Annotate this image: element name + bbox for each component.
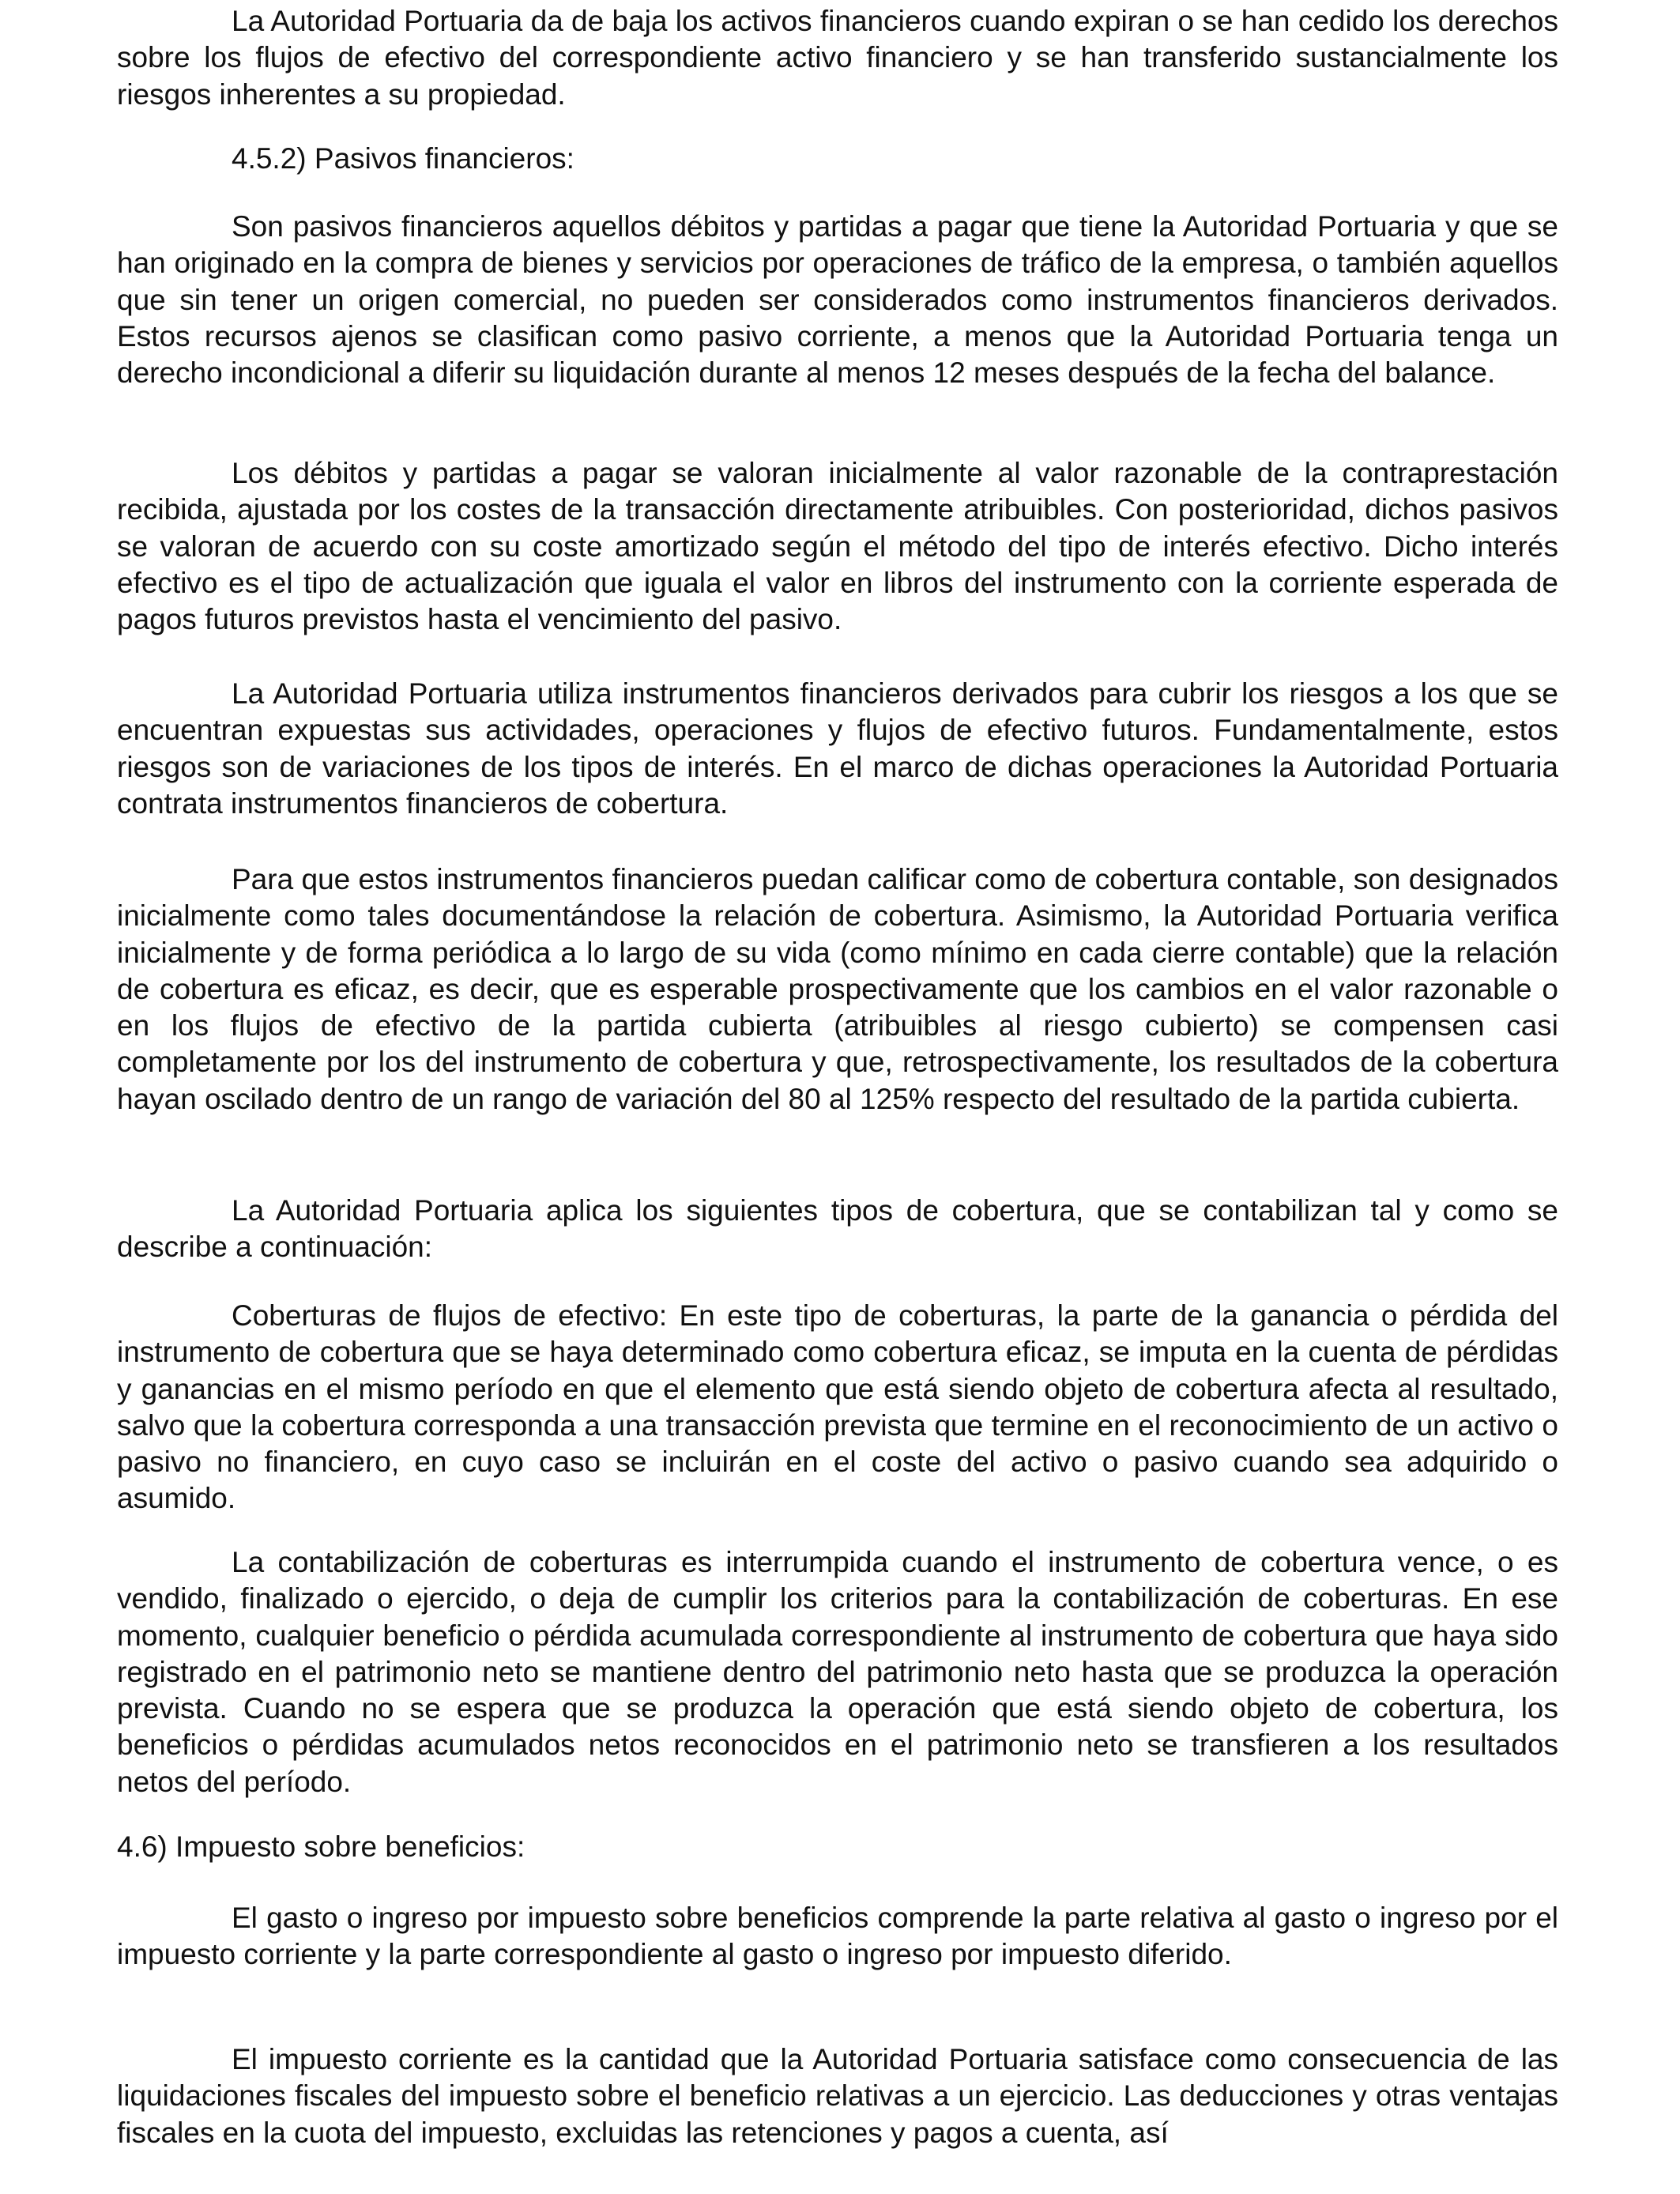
paragraph-debitos-valoracion: Los débitos y partidas a pagar se valoran inicialmente al valor razonable de la contraprestación recibida, ajustada por los costes de la transacción directamente atribuibles. Con posterioridad, dichos pasivos se valoran de acuerdo con su coste amortizado según el método del tipo de interés efectivo. Dicho interés efectivo es el tipo de actualización que iguala el valor en libros del instrumento con la corriente esperada de pagos futuros previstos hasta el vencimiento del pasivo. <box>117 457 1558 636</box>
paragraph-interrupcion-coberturas: La contabilización de coberturas es interrumpida cuando el instrumento de cobertura vence, o es vendido, finalizado o ejercido, o deja de cumplir los criterios para la contabilización de coberturas. En ese momento, cualquier beneficio o pérdida acumulada correspondiente al instrumento de cobertura que haya sido registrado en el patrimonio neto se mantiene dentro del patrimonio neto hasta que se produzca la operación prevista. Cuando no se espera que se produzca la operación que está siendo objeto de cobertura, los beneficios o pérdidas acumulados netos reconocidos en el patrimonio neto se transfieren a los resultados netos del período. <box>117 1546 1558 1798</box>
paragraph-derecognition-assets: La Autoridad Portuaria da de baja los activos financieros cuando expiran o se han cedido los derechos sobre los flujos de efectivo del correspondiente activo financiero y se han transferido sustancialmente los riesgos inherentes a su propiedad. <box>117 5 1558 111</box>
section-heading-impuesto-beneficios: 4.6) Impuesto sobre beneficios: <box>117 1830 525 1863</box>
paragraph-instrumentos-derivados: La Autoridad Portuaria utiliza instrumentos financieros derivados para cubrir los riesgos a los que se encuentran expuestas sus actividades, operaciones y flujos de efectivo futuros. Fundamentalmente, estos riesgos son de variaciones de los tipos de interés. En el marco de dichas operaciones la Autoridad Portuaria contrata instrumentos financieros de cobertura. <box>117 677 1558 820</box>
section-heading-pasivos-financieros: 4.5.2) Pasivos financieros: <box>232 142 574 175</box>
paragraph-coberturas-flujos-efectivo: Coberturas de flujos de efectivo: En este tipo de coberturas, la parte de la ganancia o pérdida del instrumento de cobertura que se haya determinado como cobertura eficaz, se imputa en la cuenta de pérdidas y ganancias en el mismo período en que el elemento que está siendo objeto de cobertura afecta al resultado, salvo que la cobertura corresponda a una transacción prevista que termine en el reconocimiento de un activo o pasivo no financiero, en cuyo caso se incluirán en el coste del activo o pasivo cuando sea adquirido o asumido. <box>117 1299 1558 1515</box>
paragraph-cobertura-contable: Para que estos instrumentos financieros puedan calificar como de cobertura contable, son designados inicialmente como tales documentándose la relación de cobertura. Asimismo, la Autoridad Portuaria verifica inicialmente y de forma periódica a lo largo de su vida (como mínimo en cada cierre contable) que la relación de cobertura es eficaz, es decir, que es esperable prospectivamente que los cambios en el valor razonable o en los flujos de efectivo de la partida cubierta (atribuibles al riesgo cubierto) se compensen casi completamente por los del instrumento de cobertura y que, retrospectivamente, los resultados de la cobertura hayan oscilado dentro de un rango de variación del 80 al 125% respecto del resultado de la partida cubierta. <box>117 863 1558 1115</box>
paragraph-gasto-impuesto: El gasto o ingreso por impuesto sobre beneficios comprende la parte relativa al gasto o ingreso por el impuesto corriente y la parte correspondiente al gasto o ingreso por impuesto diferido. <box>117 1902 1558 1971</box>
paragraph-pasivos-definition: Son pasivos financieros aquellos débitos y partidas a pagar que tiene la Autoridad Portuaria y que se han originado en la compra de bienes y servicios por operaciones de tráfico de la empresa, o también aquellos que sin tener un origen comercial, no pueden ser considerados como instrumentos financieros derivados. Estos recursos ajenos se clasifican como pasivo corriente, a menos que la Autoridad Portuaria tenga un derecho incondicional a diferir su liquidación durante al menos 12 meses después de la fecha del balance. <box>117 210 1558 390</box>
paragraph-tipos-cobertura: La Autoridad Portuaria aplica los siguientes tipos de cobertura, que se contabilizan tal y como se describe a continuación: <box>117 1194 1558 1264</box>
paragraph-impuesto-corriente: El impuesto corriente es la cantidad que la Autoridad Portuaria satisface como consecuencia de las liquidaciones fiscales del impuesto sobre el beneficio relativas a un ejercicio. Las deducciones y otras ventajas fiscales en la cuota del impuesto, excluidas las retenciones y pagos a cuenta, así <box>117 2043 1558 2149</box>
